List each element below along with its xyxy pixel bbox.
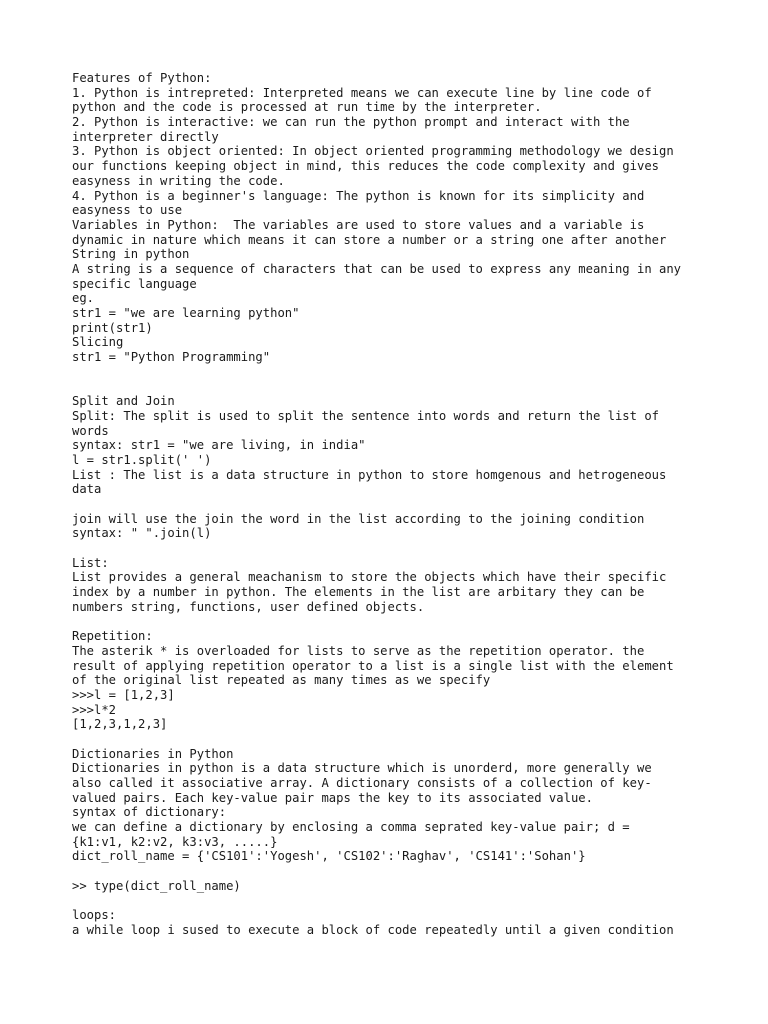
text-line: numbers string, functions, user defined objects.	[72, 599, 425, 614]
text-line: Slicing	[72, 335, 124, 350]
text-line: Repetition:	[72, 629, 153, 644]
text-line: >> type(dict_roll_name)	[72, 878, 241, 893]
text-line: dynamic in nature which means it can store a number or a string one after another	[72, 232, 667, 247]
text-line: Dictionaries in python is a data structure which is unorderd, more generally we	[72, 761, 652, 776]
text-line: str1 = "Python Programming"	[72, 350, 271, 365]
text-line: python and the code is processed at run time by the interpreter.	[72, 100, 542, 115]
text-line: syntax: " ".join(l)	[72, 526, 212, 541]
text-line: >>>l*2	[72, 702, 117, 717]
text-line: {k1:v1, k2:v2, k3:v3, .....}	[72, 834, 278, 849]
blank-line	[72, 732, 712, 747]
text-line: print(str1)	[72, 320, 153, 335]
text-line: of the original list repeated as many times as we specify	[72, 673, 491, 688]
text-line: str1 = "we are learning python"	[72, 306, 300, 320]
text-line: String in python	[72, 247, 190, 262]
blank-line	[72, 541, 712, 556]
text-line: The asterik * is overloaded for lists to serve as the repetition operator. the	[72, 643, 645, 658]
text-line: Split: The split is used to split the sentence into words and return the list of	[72, 408, 659, 423]
text-line: eg.	[72, 291, 95, 306]
text-line: valued pairs. Each key-value pair maps the key to its associated value.	[72, 790, 593, 805]
text-line: List:	[72, 555, 109, 570]
text-line: syntax of dictionary:	[72, 805, 227, 820]
text-line: join will use the join the word in the list according to the joining condition	[72, 511, 645, 526]
blank-line	[72, 894, 712, 909]
text-line: our functions keeping object in mind, this reduces the code complexity and gives	[72, 159, 659, 174]
text-line: a while loop i sused to execute a block of code repeatedly until a given condition	[72, 922, 674, 937]
text-line: index by a number in python. The elements in the list are arbitary they can be	[72, 585, 645, 600]
text-line: Dictionaries in Python	[72, 746, 234, 761]
text-line: A string is a sequence of characters that can be used to express any meaning in any	[72, 261, 682, 276]
text-line: Variables in Python: The variables are used to store values and a variable is	[72, 217, 645, 232]
text-line: also called it associative array. A dictionary consists of a collection of key-	[72, 776, 652, 790]
text-line: Features of Python:	[72, 71, 212, 85]
text-line: we can define a dictionary by enclosing a comma seprated key-value pair; d =	[72, 820, 630, 835]
text-line: l = str1.split(' ')	[72, 452, 212, 467]
text-line: specific language	[72, 276, 197, 291]
text-line: 4. Python is a beginner's language: The python is known for its simplicity and	[72, 188, 645, 203]
text-line: 2. Python is interactive: we can run the python prompt and interact with the	[72, 115, 630, 130]
text-line: words	[72, 423, 109, 438]
text-line: loops:	[72, 908, 117, 923]
text-line: 3. Python is object oriented: In object oriented programming methodology we design	[72, 144, 674, 159]
text-line: interpreter directly	[72, 129, 219, 144]
text-line: easyness to use	[72, 203, 183, 218]
text-line: List provides a general meachanism to store the objects which have their specific	[72, 570, 667, 585]
text-line: 1. Python is intrepreted: Interpreted means we can execute line by line code of	[72, 85, 652, 100]
blank-line	[72, 379, 712, 394]
blank-line	[72, 497, 712, 512]
text-line: List : The list is a data structure in python to store homgenous and hetrogeneous	[72, 467, 667, 482]
document-body	[72, 71, 712, 938]
text-line: [1,2,3,1,2,3]	[72, 717, 168, 732]
text-line: easyness in writing the code.	[72, 173, 285, 188]
text-line: dict_roll_name = {'CS101':'Yogesh', 'CS102':'Raghav', 'CS141':'Sohan'}	[72, 849, 586, 864]
blank-line	[72, 864, 712, 879]
text-line: >>>l = [1,2,3]	[72, 687, 175, 702]
text-line: data	[72, 482, 102, 497]
text-line: result of applying repetition operator to a list is a single list with the element	[72, 658, 674, 673]
blank-line	[72, 614, 712, 629]
blank-line	[72, 365, 712, 380]
text-line: syntax: str1 = "we are living, in india"	[72, 438, 366, 453]
text-line: Split and Join	[72, 394, 175, 409]
